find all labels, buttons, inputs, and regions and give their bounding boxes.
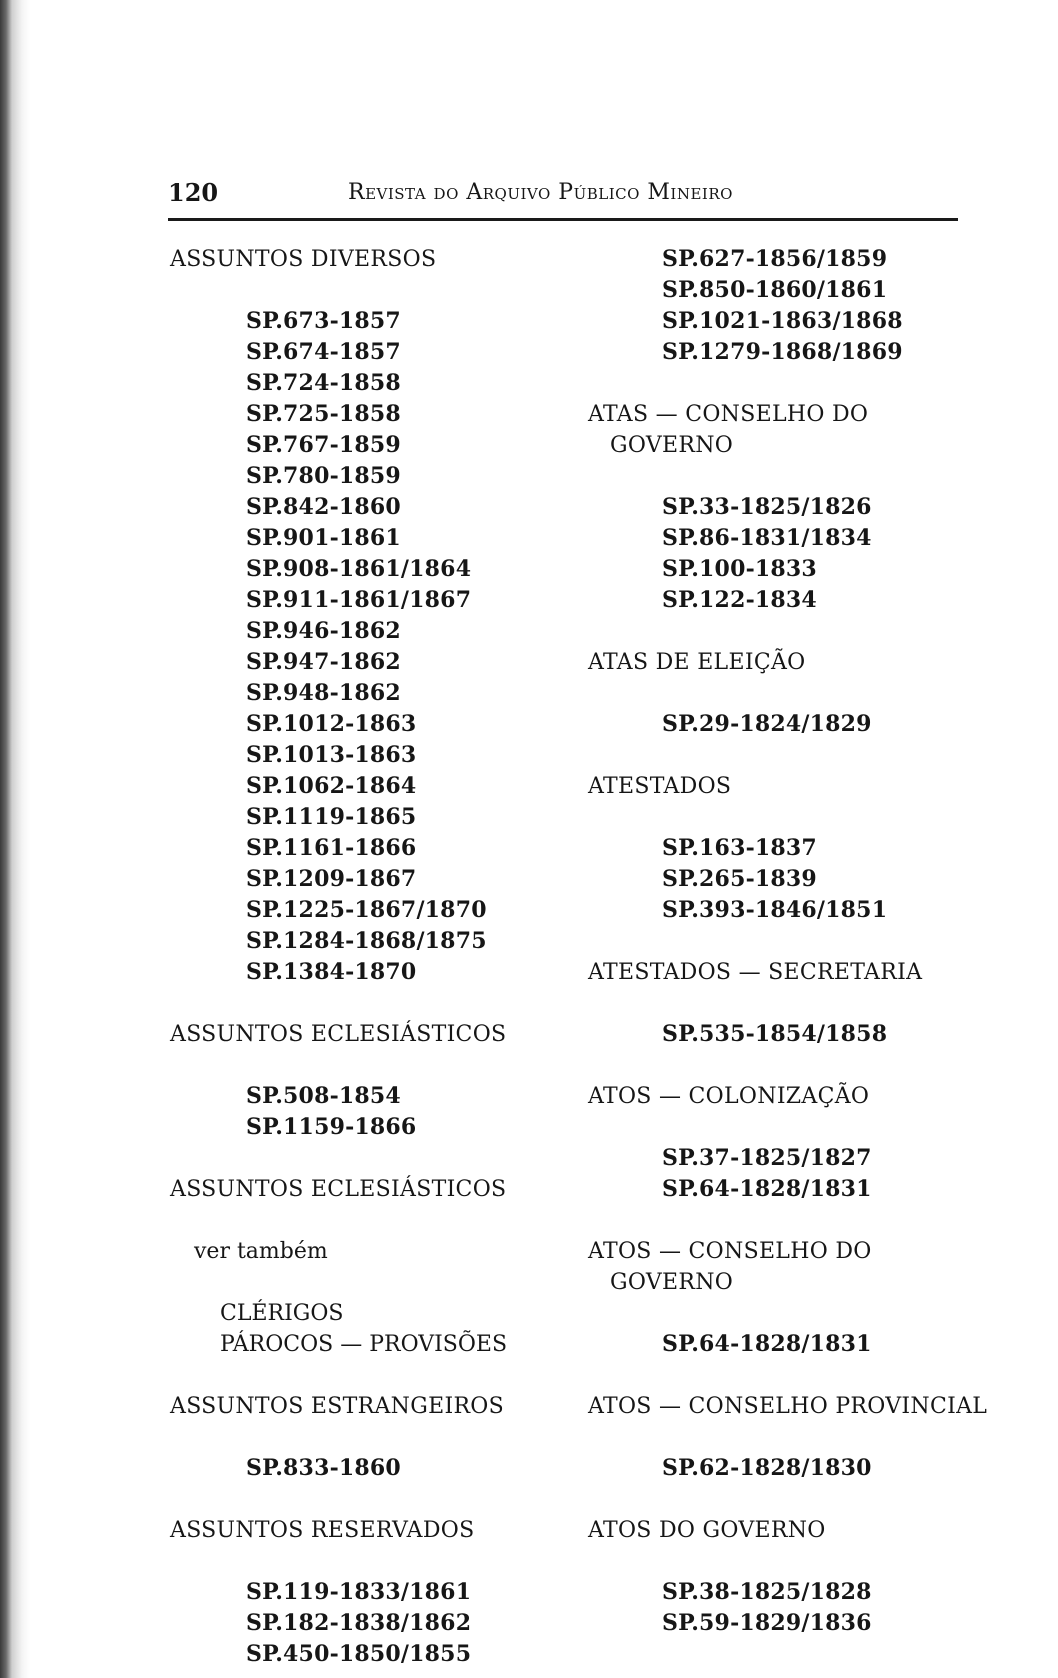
- index-code: SP.1159-1866: [246, 1114, 417, 1140]
- spacer: [170, 1484, 570, 1515]
- spacer: [588, 1484, 988, 1515]
- index-code: SP.86-1831/1834: [662, 525, 872, 551]
- index-code: SP.673-1857: [246, 308, 401, 334]
- index-code: SP.908-1861/1864: [246, 556, 472, 582]
- index-code: SP.64-1828/1831: [662, 1176, 872, 1202]
- spacer: [588, 368, 988, 399]
- cross-reference-entry: CLÉRIGOS: [220, 1301, 344, 1326]
- index-code: SP.1012-1863: [246, 711, 417, 737]
- index-heading: ATAS — CONSELHO DO GOVERNO: [588, 402, 869, 458]
- index-heading: ATOS — CONSELHO PROVINCIAL: [588, 1394, 988, 1419]
- index-code: SP.850-1860/1861: [662, 277, 888, 303]
- spacer: [588, 1422, 988, 1453]
- index-code: SP.767-1859: [246, 432, 401, 458]
- index-heading: ATAS DE ELEIÇÃO: [588, 650, 806, 675]
- spacer: [588, 616, 988, 647]
- spacer: [170, 275, 570, 306]
- spacer: [170, 988, 570, 1019]
- page-header: [168, 178, 958, 222]
- index-code: SP.842-1860: [246, 494, 401, 520]
- spacer: [588, 1112, 988, 1143]
- index-heading: ATOS — CONSELHO DO GOVERNO: [588, 1239, 872, 1295]
- index-code: SP.450-1850/1855: [246, 1641, 472, 1667]
- book-spine-shadow: [0, 0, 30, 1678]
- index-code: SP.62-1828/1830: [662, 1455, 872, 1481]
- index-heading: ATOS — COLONIZAÇÃO: [588, 1084, 870, 1109]
- spacer: [170, 1546, 570, 1577]
- index-code: SP.946-1862: [246, 618, 401, 644]
- index-code: SP.393-1846/1851: [662, 897, 888, 923]
- spacer: [170, 1360, 570, 1391]
- spacer: [588, 1546, 988, 1577]
- index-code: SP.163-1837: [662, 835, 817, 861]
- index-code: SP.1225-1867/1870: [246, 897, 487, 923]
- index-code: SP.674-1857: [246, 339, 401, 365]
- spacer: [588, 1360, 988, 1391]
- index-heading: ATESTADOS: [588, 774, 732, 799]
- index-code: SP.535-1854/1858: [662, 1021, 888, 1047]
- index-heading: ATOS DO GOVERNO: [588, 1518, 826, 1543]
- index-code: SP.724-1858: [246, 370, 401, 396]
- spacer: [588, 1205, 988, 1236]
- index-code: SP.1161-1866: [246, 835, 417, 861]
- page-number: 120: [168, 178, 219, 207]
- spacer: [588, 988, 988, 1019]
- index-code: SP.627-1856/1859: [662, 246, 888, 272]
- index-code: SP.947-1862: [246, 649, 401, 675]
- spacer: [170, 1143, 570, 1174]
- spacer: [588, 1298, 988, 1329]
- index-code: SP.59-1829/1836: [662, 1610, 872, 1636]
- cross-reference-note: ver também: [194, 1239, 328, 1264]
- spacer: [588, 1050, 988, 1081]
- index-code: SP.122-1834: [662, 587, 817, 613]
- index-code: SP.29-1824/1829: [662, 711, 872, 737]
- spacer: [170, 1422, 570, 1453]
- spacer: [170, 1050, 570, 1081]
- spacer: [170, 1205, 570, 1236]
- index-code: SP.1119-1865: [246, 804, 417, 830]
- cross-reference-entry: PÁROCOS — PROVISÕES: [220, 1332, 508, 1357]
- index-code: SP.1284-1868/1875: [246, 928, 487, 954]
- running-title: Revista do Arquivo Público Mineiro: [348, 180, 733, 205]
- left-column: [170, 244, 570, 1670]
- index-code: SP.911-1861/1867: [246, 587, 472, 613]
- index-code: SP.833-1860: [246, 1455, 401, 1481]
- spacer: [588, 461, 988, 492]
- index-code: SP.1062-1864: [246, 773, 417, 799]
- spacer: [588, 678, 988, 709]
- index-code: SP.725-1858: [246, 401, 401, 427]
- header-rule: [168, 218, 958, 221]
- index-code: SP.38-1825/1828: [662, 1579, 872, 1605]
- index-code: SP.119-1833/1861: [246, 1579, 472, 1605]
- spacer: [170, 1267, 570, 1298]
- index-heading: ASSUNTOS DIVERSOS: [170, 247, 437, 272]
- spacer: [588, 926, 988, 957]
- index-code: SP.948-1862: [246, 680, 401, 706]
- right-column: [588, 244, 988, 1639]
- index-heading: ASSUNTOS RESERVADOS: [170, 1518, 475, 1543]
- spacer: [588, 802, 988, 833]
- index-code: SP.1279-1868/1869: [662, 339, 903, 365]
- index-heading: ASSUNTOS ESTRANGEIROS: [170, 1394, 505, 1419]
- index-code: SP.508-1854: [246, 1083, 401, 1109]
- index-code: SP.780-1859: [246, 463, 401, 489]
- index-code: SP.901-1861: [246, 525, 401, 551]
- index-code: SP.64-1828/1831: [662, 1331, 872, 1357]
- index-heading: ASSUNTOS ECLESIÁSTICOS: [170, 1022, 507, 1047]
- index-code: SP.1013-1863: [246, 742, 417, 768]
- index-code: SP.37-1825/1827: [662, 1145, 872, 1171]
- index-code: SP.1384-1870: [246, 959, 417, 985]
- index-code: SP.265-1839: [662, 866, 817, 892]
- index-code: SP.33-1825/1826: [662, 494, 872, 520]
- index-heading: ASSUNTOS ECLESIÁSTICOS: [170, 1177, 507, 1202]
- index-heading: ATESTADOS — SECRETARIA: [588, 960, 923, 985]
- index-code: SP.100-1833: [662, 556, 817, 582]
- index-code: SP.1209-1867: [246, 866, 417, 892]
- spacer: [588, 740, 988, 771]
- index-code: SP.182-1838/1862: [246, 1610, 472, 1636]
- index-code: SP.1021-1863/1868: [662, 308, 903, 334]
